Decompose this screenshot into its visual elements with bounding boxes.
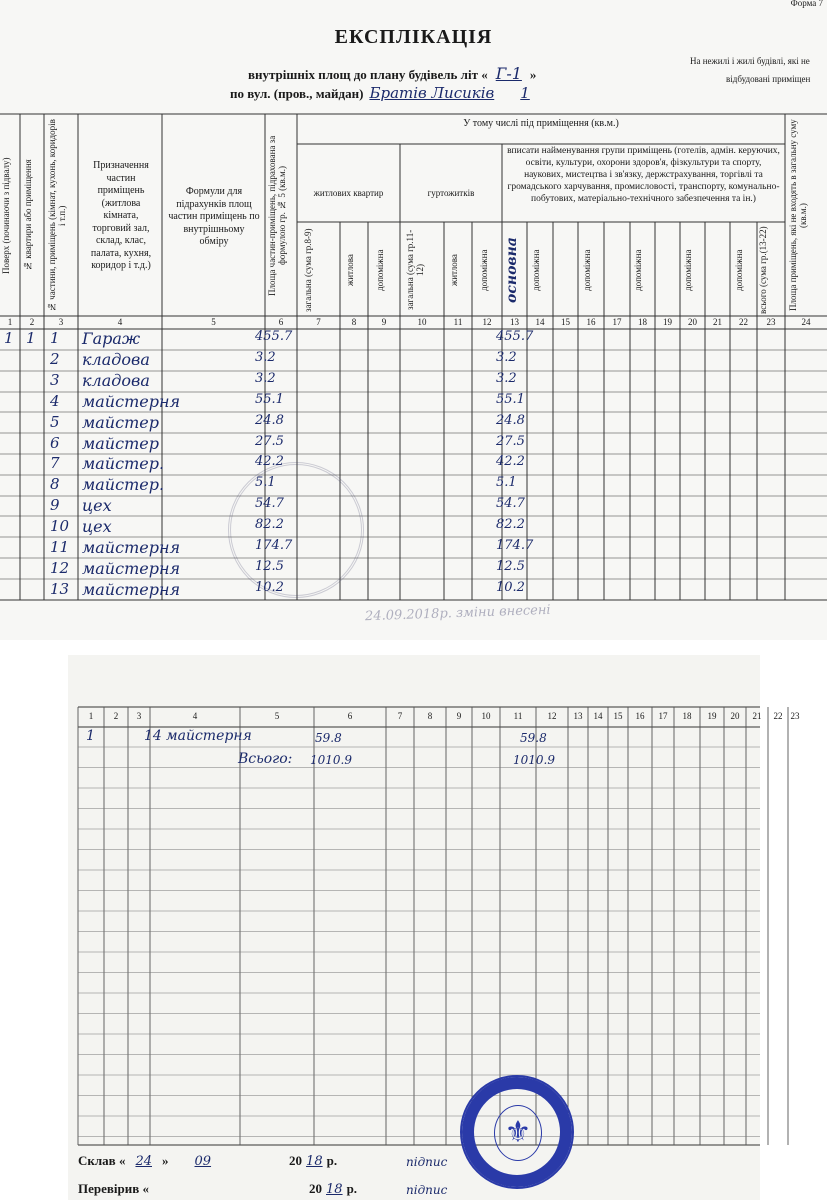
cell-purpose: майстер. — [82, 454, 165, 474]
cell-purpose: Гараж — [82, 329, 141, 348]
column-number: 17 — [658, 711, 668, 721]
cell-area: 12.5 — [255, 558, 284, 574]
checked-year: 18 — [326, 1182, 343, 1197]
cell-area: 42.2 — [255, 454, 284, 470]
header-group-main: У тому числі під приміщення (кв.м.) — [463, 118, 619, 129]
cell-purpose: майстерня — [82, 579, 181, 599]
cell-main-area: 27.5 — [496, 433, 525, 449]
cell-area: 5.1 — [255, 475, 276, 491]
p2-area: 59.8 — [315, 731, 342, 745]
cell-part: 10 — [50, 517, 70, 536]
header-c7: загальна (сума гр.8-9) — [303, 228, 313, 312]
column-number: 2 — [113, 711, 119, 721]
cell-part: 12 — [50, 558, 70, 577]
header-area: Площа частин-приміщень, підрахована за формулою гр. № 5 (кв.м.) — [267, 135, 287, 296]
column-number: 10 — [481, 711, 491, 721]
cell-main-area: 3.2 — [496, 349, 517, 365]
column-number: 1 — [88, 711, 94, 721]
column-number: 14 — [535, 317, 545, 327]
cell-area: 455.7 — [255, 329, 293, 344]
header-c10: загальна (сума гр.11-12) — [405, 229, 425, 311]
cell-purpose: майстерня — [82, 558, 181, 578]
cell-main-area: 54.7 — [496, 496, 525, 512]
cell-part: 4 — [50, 391, 60, 410]
cell-main-area: 24.8 — [496, 412, 525, 428]
column-number: 11 — [513, 711, 523, 721]
header-apartment: № квартири або приміщення — [23, 159, 33, 272]
cell-main-area: 10.2 — [496, 579, 525, 595]
compiled-day: 24 — [135, 1154, 152, 1169]
signature-label: підпис — [406, 1155, 448, 1169]
cell-part: 9 — [50, 496, 60, 515]
column-number: 19 — [707, 711, 717, 721]
checked-signature-label: підпис — [406, 1183, 448, 1197]
cell-part: 5 — [50, 412, 60, 431]
column-number: 24 — [801, 317, 811, 327]
header-purpose: Призначення частин приміщень (житлова кімната, торговий зал, склад, клас, палата, кухня, коридор і т.д.) — [90, 160, 152, 271]
column-number: 4 — [192, 711, 198, 721]
form-label: Форма 7 — [790, 0, 823, 8]
header-c12: допоміжна — [479, 249, 489, 291]
cell-purpose: кладова — [82, 349, 150, 369]
column-number: 5 — [211, 317, 216, 327]
house-number: 1 — [520, 84, 530, 102]
cell-part: 7 — [50, 454, 60, 473]
header-formulas: Формули для підрахунків площ частин приміщень по внутрішньому обміру — [168, 186, 260, 247]
faded-stamp — [228, 462, 364, 598]
cell-apartment: 1 — [26, 329, 36, 347]
cell-part: 11 — [50, 538, 70, 556]
total-area: 1010.9 — [310, 753, 352, 767]
compiled-month: 09 — [194, 1154, 212, 1169]
column-number: 2 — [29, 317, 35, 327]
cell-part: 8 — [50, 475, 60, 494]
column-number: 12 — [482, 317, 492, 327]
p2-name: майстерня — [166, 728, 252, 744]
header-c16: допоміжна — [582, 249, 592, 291]
address-line: по вул. (пров., майдан) Братів Лисиків 1 — [230, 84, 560, 102]
column-number: 4 — [117, 317, 123, 327]
document-title: ЕКСПЛІКАЦІЯ — [334, 26, 493, 48]
header-other-groups: вписати найменування групи приміщень (готелів, адмін. керуючих, освіти, культури, охорони здоров'я, фізкультури та спорту, наукових, мистецтва і зв'язку, держстрахування, торгівлі та громадського харчування, промисловості, транспорту, комунально-побутових, матеріально-технічного забезпечення та ін.) — [507, 146, 780, 204]
header-c24: Площа приміщень, які не входять в загальну суму (кв.м.) — [788, 119, 808, 312]
column-number: 10 — [417, 317, 427, 327]
header-c11: житлова — [449, 254, 459, 286]
cell-main-area: 82.2 — [496, 517, 525, 533]
column-number: 16 — [586, 317, 596, 327]
cell-main-area: 455.7 — [496, 329, 534, 344]
handwritten-note: 24.09.2018р. зміни внесені — [364, 602, 551, 625]
cell-main-area: 5.1 — [496, 475, 517, 491]
column-number: 3 — [58, 317, 64, 327]
subtitle: внутрішніх площ до плану будівель літ « Г-1 » — [248, 64, 537, 83]
trident-icon: ⚜ — [494, 1105, 542, 1161]
header-c22: допоміжна — [734, 249, 744, 291]
column-number: 19 — [663, 317, 672, 327]
column-number: 11 — [453, 317, 463, 327]
cell-purpose: цех — [82, 517, 112, 537]
cell-area: 27.5 — [255, 433, 284, 449]
column-number: 3 — [136, 711, 142, 721]
column-number: 21 — [713, 317, 722, 327]
column-number: 9 — [381, 317, 387, 327]
cell-part: 13 — [50, 579, 70, 598]
cell-purpose: майстерня — [82, 538, 181, 557]
cell-purpose: майстерня — [82, 391, 181, 411]
cell-part: 2 — [50, 349, 60, 368]
cell-area: 54.7 — [255, 496, 284, 512]
column-number: 23 — [790, 711, 800, 721]
column-number: 18 — [682, 711, 692, 721]
header-part: № частини, приміщень (кімнат, кухонь, коридорів і т.п.) — [47, 119, 67, 312]
column-number: 14 — [593, 711, 603, 721]
column-number: 20 — [688, 317, 697, 327]
cell-main-area: 42.2 — [496, 454, 525, 470]
column-number: 5 — [274, 711, 280, 721]
header-c8: житлова — [345, 254, 355, 286]
column-number: 15 — [561, 317, 570, 327]
header-floor: Поверх (починаючи з підвалу) — [1, 157, 11, 274]
column-number: 15 — [613, 711, 623, 721]
building-letter: Г-1 — [495, 64, 522, 83]
cell-purpose: кладова — [82, 370, 150, 390]
header-c18: допоміжна — [633, 249, 643, 291]
side-note-2: відбудовані приміщен — [726, 74, 811, 84]
header-c14: допоміжна — [531, 249, 541, 291]
cell-area: 82.2 — [255, 517, 284, 533]
cell-main-area: 12.5 — [496, 558, 525, 574]
column-number: 6 — [347, 711, 353, 721]
column-number: 22 — [773, 711, 783, 721]
column-number: 6 — [278, 317, 284, 327]
total-main: 1010.9 — [513, 753, 555, 767]
p2-main: 59.8 — [520, 731, 547, 745]
column-number: 13 — [573, 711, 583, 721]
cell-part: 1 — [50, 329, 60, 347]
p2-part: 14 — [144, 728, 162, 744]
p2-apartment: 1 — [86, 728, 95, 744]
street-name: Братів Лисиків — [369, 84, 495, 102]
total-label: Всього: — [238, 751, 293, 767]
cell-area: 3.2 — [255, 349, 276, 365]
cell-part: 3 — [50, 370, 60, 389]
cell-area: 24.8 — [255, 412, 284, 428]
column-number: 8 — [427, 711, 433, 721]
cell-main-area: 55.1 — [496, 391, 525, 407]
cell-area: 55.1 — [255, 391, 284, 407]
cell-area: 3.2 — [255, 370, 276, 386]
column-number: 17 — [612, 317, 622, 327]
cell-main-area: 3.2 — [496, 370, 517, 386]
checked-line: Перевірив « 20 18 р. — [78, 1181, 358, 1197]
column-number: 12 — [547, 711, 557, 721]
cell-area: 10.2 — [255, 579, 284, 595]
column-number: 1 — [7, 317, 13, 327]
side-note-1: На нежилі і жилі будівлі, які не — [690, 56, 810, 66]
cell-purpose: майстер — [82, 412, 159, 432]
header-flats: житлових квартир — [313, 188, 384, 198]
header-dorms: гуртожитків — [427, 188, 475, 198]
column-number: 23 — [766, 317, 776, 327]
cell-purpose: цех — [82, 496, 112, 516]
cell-part: 6 — [50, 433, 60, 452]
column-number: 13 — [510, 317, 519, 327]
header-c13: основна — [504, 237, 520, 303]
column-number: 9 — [456, 711, 462, 721]
header-c20: допоміжна — [683, 249, 693, 291]
column-number: 20 — [730, 711, 740, 721]
compiled-line: Склав « 24 » 09 20 18 р. — [78, 1153, 338, 1169]
column-number: 7 — [316, 317, 321, 327]
cell-area: 174.7 — [255, 538, 293, 553]
explication-page-2 — [68, 655, 800, 1200]
column-number: 7 — [397, 711, 403, 721]
cell-main-area: 174.7 — [496, 538, 534, 553]
column-number: 21 — [752, 711, 762, 721]
column-number: 22 — [739, 317, 748, 327]
column-number: 18 — [638, 317, 647, 327]
column-number: 8 — [351, 317, 357, 327]
cell-purpose: майстер. — [82, 475, 165, 495]
column-number: 16 — [635, 711, 645, 721]
header-c9: допоміжна — [375, 249, 385, 291]
header-c23: всього (сума гр.(13-22) — [758, 226, 768, 314]
cell-floor: 1 — [4, 329, 14, 347]
cell-purpose: майстер — [82, 433, 159, 453]
compiled-year: 18 — [306, 1154, 323, 1169]
